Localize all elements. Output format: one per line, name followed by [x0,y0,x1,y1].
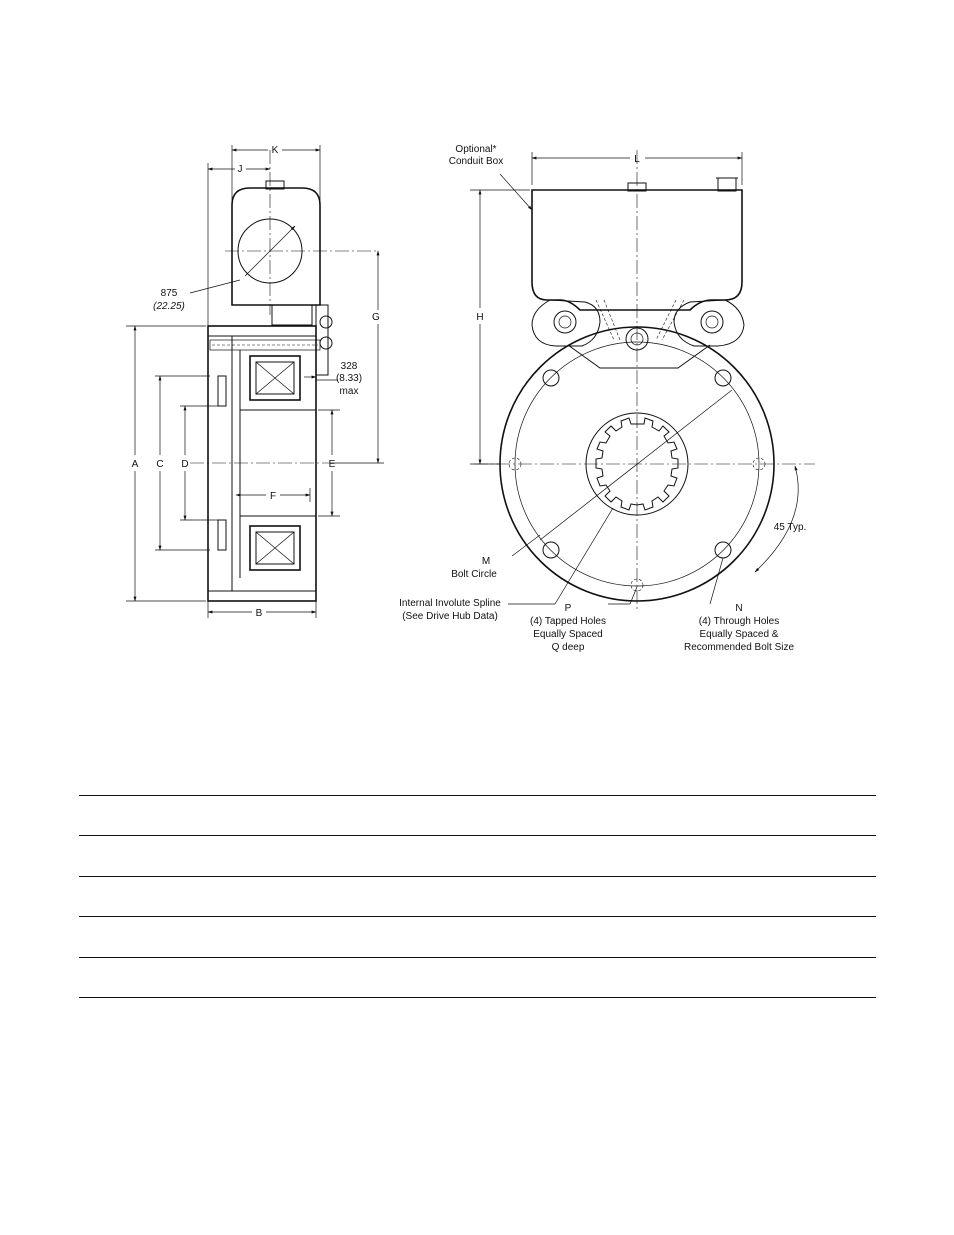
label-conduit-box-2: Conduit Box [448,156,504,167]
table-rule [79,876,876,877]
label-through-3: Recommended Bolt Size [683,642,795,653]
label-spline-2: (See Drive Hub Data) [402,611,498,622]
label-gap-max: max [339,386,359,397]
label-p: P [564,603,572,614]
front-labels [399,144,806,653]
label-g: G [372,312,380,323]
label-conduit-box-1: Optional* [455,144,497,155]
label-h: H [476,312,484,323]
label-tapped-3: Q deep [551,642,585,653]
label-c: C [156,459,164,470]
label-angle: 45 Typ. [773,522,807,533]
side-view [126,145,384,619]
label-k: K [271,145,279,156]
table-rule [79,916,876,917]
label-tapped-1: (4) Tapped Holes [530,616,606,627]
label-n: N [735,603,743,614]
label-tapped-2: Equally Spaced [533,629,603,640]
label-gap: 328 [340,361,358,372]
label-through-2: Equally Spaced & [699,629,779,640]
front-view [399,144,815,653]
label-f: F [269,491,277,502]
table-rule [79,997,876,998]
label-e: E [328,459,336,470]
side-conduit-box [225,150,378,325]
front-brake-disc [474,150,815,610]
label-spline-1: Internal Involute Spline [399,598,501,609]
table-rule [79,835,876,836]
table-rule [79,795,876,796]
label-bolt-circle: Bolt Circle [451,569,497,580]
label-d: D [181,459,189,470]
table-rule [79,957,876,958]
side-brake-body [190,305,332,601]
label-l: L [634,154,640,165]
label-conduit-dia-mm: (22.25) [153,301,185,312]
label-through-1: (4) Through Holes [698,616,780,627]
label-b: B [255,608,263,619]
label-gap-mm: (8.33) [335,373,363,384]
label-j: J [237,164,243,175]
label-m: M [481,556,491,567]
front-dimensions [470,152,798,604]
label-conduit-dia: 875 [160,288,178,299]
label-a: A [131,459,139,470]
